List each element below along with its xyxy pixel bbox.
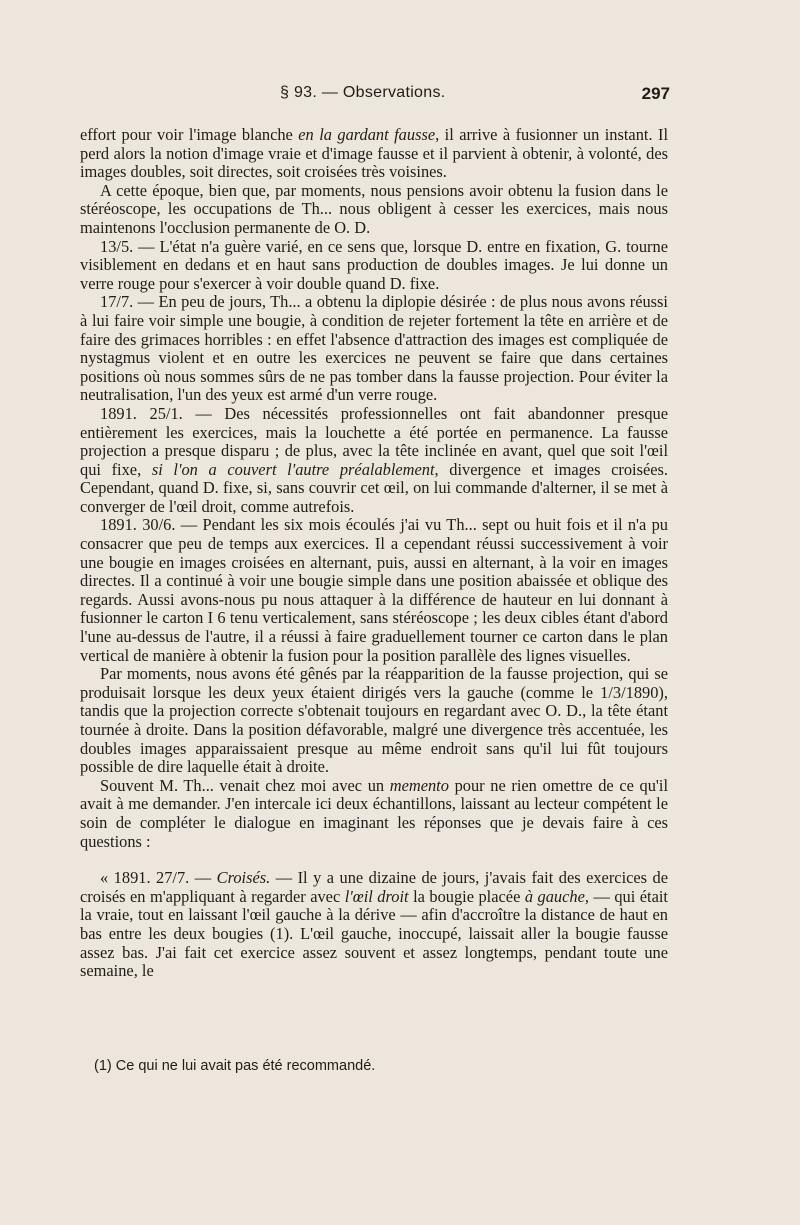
page-header xyxy=(80,84,670,108)
paragraph: Souvent M. Th... venait chez moi avec un memento pour ne rien omettre de ce qu'il avait à me demander. J'en intercale ici deux échantillons, laissant au lecteur compétent le soin de compléter le dialogue en imaginant les réponses que je devais faire à ces questions : xyxy=(80,775,668,851)
paragraph: A cette époque, bien que, par moments, nous pensions avoir obtenu la fusion dans le stéréoscope, les occupations de Th... nous obligent à cesser les exercices, mais nous maintenons l'occlusion permanente de O. D. xyxy=(80,180,668,237)
running-head: § 93. — Observations. xyxy=(280,84,446,101)
paragraph: 1891. 30/6. — Pendant les six mois écoulés j'ai vu Th... sept ou huit fois et il n'a pu consacrer que peu de temps aux exercices. Il a cependant réussi successivement à voir une bougie en images croisées en alternant, puis, aussi en alternant, à la voir en images directes. Il a continué à voir une bougie simple dans une position abaissée et oblique des regards. Aussi avons-nous pu nous attaquer à la différence de hauteur en lui donnant à fusionner le carton I 6 tenu verticalement, sans stéréoscope ; les deux cibles étant d'abord l'une au-dessus de l'autre, il a réussi à faire graduellement tourner ce carton dans le plan vertical de manière à obtenir la fusion pour la position parallèle des lignes visuelles. xyxy=(80,515,668,665)
paragraph: 17/7. — En peu de jours, Th... a obtenu la diplopie désirée : de plus nous avons réussi à lui faire voir simple une bougie, à condition de rejeter fortement la tête en arrière et de faire des grimaces horribles : en effet l'absence d'attraction des images est compliquée de nystagmus violent et en outre les exercices ne peuvent se faire que dans certaines positions où nous sommes sûrs de ne pas tomber dans la fausse projection. Pour éviter la neutralisation, l'un des yeux est armé d'un verre rouge. xyxy=(80,292,668,405)
page-number: 297 xyxy=(641,84,670,103)
paragraph: 13/5. — L'état n'a guère varié, en ce sens que, lorsque D. entre en fixation, G. tourne visiblement en dedans et en haut sans production de doubles images. Je lui donne un verre rouge pour s'exercer à voir double quand D. fixe. xyxy=(80,236,668,293)
quoted-memento: « 1891. 27/7. — Croisés. — Il y a une dizaine de jours, j'avais fait des exercices de croisés en m'appliquant à regarder avec l'œil droit la bougie placée à gauche, — qui était la vraie, tout en laissant l'œil gauche à la dérive — afin d'accroître la distance de haut en bas entre les deux bougies (1). L'œil gauche, inoccupé, laissait aller la bougie fausse assez bas. J'ai fait cet exercice assez souvent et assez longtemps, pendant toute une semaine, le xyxy=(80,868,669,981)
body-text xyxy=(80,126,668,981)
footnote: (1) Ce qui ne lui avait pas été recommandé. xyxy=(94,1058,376,1074)
paragraph: effort pour voir l'image blanche en la gardant fausse, il arrive à fusionner un instant. Il perd alors la notion d'image vraie et d'image fausse et il parvient à obtenir, à volonté, des images doubles, soit directes, soit croisées très voisines. xyxy=(80,125,668,182)
paragraph: 1891. 25/1. — Des nécessités professionnelles ont fait abandonner presque entièrement les exercices, mais la louchette a été portée en permanence. La fausse projection a presque disparu ; de plus, avec la tête inclinée en avant, quel que soit l'œil qui fixe, si l'on a couvert l'autre préalablement, divergence et images croisées. Cependant, quand D. fixe, si, sans couvrir cet œil, on lui commande d'alterner, il se met à converger de l'œil droit, comme autrefois. xyxy=(80,403,668,516)
paragraph: Par moments, nous avons été gênés par la réapparition de la fausse projection, qui se produisait lorsque les deux yeux étaient dirigés vers la gauche (comme le 1/3/1890), tandis que la projection correcte s'obtenait toujours en regardant avec O. D., la tête étant tournée à droite. Dans la position défavorable, malgré une divergence très accentuée, les doubles images apparaissaient presque au même endroit sans qu'il lui fût toujours possible de dire laquelle était à droite. xyxy=(80,664,668,777)
